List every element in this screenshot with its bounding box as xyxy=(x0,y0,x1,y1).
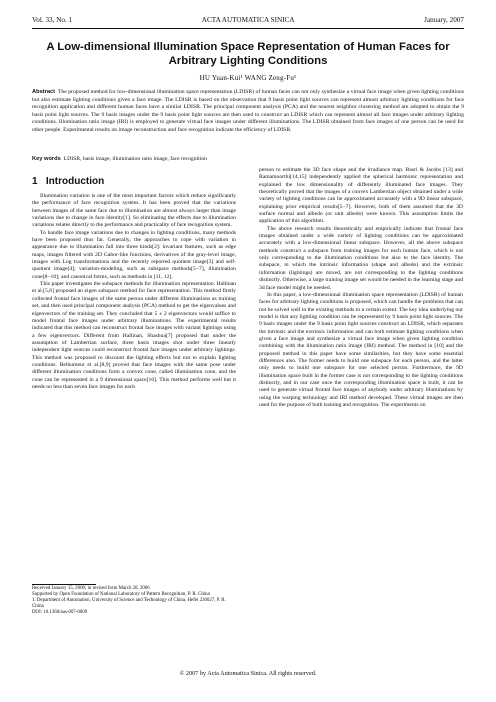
paragraph: The above research results theoretically and empirically indicate that frontal face images obtained under a wide variety of lighting conditions can be approximated accurately with a low-dimensional linear subspace. However, all the above subspace methods construct a subspace from training images for each human face, which is not only corresponding to the illumination conditions but also to the face identity. The subspace, in which the intrinsic information (shape and albedo) and the extrinsic information (lightings) are mixed, are not corresponding to the lighting conditions distinctly. Otherwise, a large training image set would be needed in the learning stage and 3d face model might be needed. xyxy=(259,225,463,291)
paragraph: This paper investigates the subspace methods for illumination representation. Hallinan et al.[5,6] proposed an eigen subspace method for face representation. This method firstly collected frontal face images of the same person under different illuminations as training set, and then used principal component analysis (PCA) method to get the eigenvalues and eigenvectors of the training set. They concluded that 5 ± 2 eigenvectors would suffice to model frontal face images under arbitrary illuminations. The experimental results indicated that this method can reconstruct frontal face images with variant lightings using a few eigenvectors. Different from Hallinan, Shashua[7] proposed that under the assumption of Lambertian surface, three basis images shot under three linearly independent light sources could reconstruct frontal face images under arbitrary lightings. This method was proposed to discount the lighting effects but not to explain lighting conditions. Belhumeur et al.[8,9] proved that face images with the same pose under different illumination conditions form a convex cone, called illumination cone, and the cone can be represented in a 9 dimensional space[10]. This method performs well but it needs no less than seven face images for each xyxy=(32,281,236,390)
footnote-doi: DOI: 10.1360/aas-007-0009 xyxy=(32,610,88,616)
header-rule xyxy=(32,28,464,29)
paragraph: Illumination variation is one of the most important factors which reduce significantly the performance of face recognition system. It has been proved that the variations between images of the same face due to illumination are almost always larger than image variations due to change in face identity[1]. So eliminating the effects due to illumination variations relates directly to the performance and practicality of face recognition system. xyxy=(32,193,236,229)
running-head xyxy=(32,14,464,26)
copyright-notice: © 2007 by Acta Automatica Sinica. All rights reserved. xyxy=(179,670,317,677)
paragraph: person to estimate the 3D face shape and the irradiance map. Basri & Jacobs [13] and Ramamoorthi[14,15] independently applied the spherical harmonic representation and explained the low dimensionality of differently illuminated face images. They theoretically proved that the images of a convex Lambertian object obtained under a wide variety of lighting conditions can be approximated accurately with a 9D linear subspace, explaining prior empirical results[5−7]. However, both of them assumed that the 3D surface normal and albedo (or unit albedo) were known. This assumption limits the application of this algorithm. xyxy=(259,167,463,225)
abstract-text: The proposed method for low-dimensional illumination space representation (LDISR) of human faces can not only synthesize a virtual face image when given lighting conditions but also estimate lighting conditions given a face image. The LDISR is based on the observation that 9 basis point light sources can represent almost arbitrary lighting conditions for face recognition application and different human faces have a similar LDISR. The principal component analysis (PCA) and the nearest neighbor clustering method are adopted to obtain the 9 basis point light sources. The 9 basis images under the 9 basis point light sources are then used to construct an LDISR which can represent almost all face images under arbitrary lighting conditions. Illumination ratio image (IRI) is employed to generate virtual face images under different illuminations. The LDISR obtained from face images of one person can be used for other people. Experimental results on image reconstruction and face recognition indicate the efficiency of LDISR. xyxy=(32,89,464,133)
paper-title: A Low-dimensional Illumination Space Representation of Human Faces for Arbitrary Lighting Conditions xyxy=(46,41,450,67)
abstract-label: Abstract xyxy=(32,89,56,95)
footnote-affiliation: 1. Department of Automation, University of Science and Technology of China, Hefei 230027, P. R. China xyxy=(32,598,226,610)
right-column xyxy=(259,167,463,409)
section-heading xyxy=(32,175,236,189)
author-list: HU Yuan-Kui¹ WANG Zeng-Fu¹ xyxy=(199,74,297,82)
keywords-label: Key words xyxy=(32,156,61,162)
section-title: Introduction xyxy=(45,176,105,187)
footnote-funding: Supported by Open Foundation of National Laboratory of Pattern Recognition, P. R. China xyxy=(32,592,210,598)
journal-name: ACTA AUTOMATICA SINICA xyxy=(201,16,295,24)
footnotes xyxy=(32,586,236,616)
paragraph: To handle face image variations due to changes in lighting conditions, many methods have been proposed thus far. Generally, the approaches to cope with variation in appearance due to illumination fall into three kinds[2]: invariant features, such as edge maps, images filtered with 2D Gabor-like functions, derivatives of the gray-level image, images with Log transformations and the recently reported quotient image[3] and self-quotient image[4]; variation-modeling, such as subspace methods[5−7], illumination cone[8−10]; and canonical forms, such as methods in [11, 12]. xyxy=(32,229,236,280)
footnote-rule xyxy=(32,584,96,585)
keywords-text: LDISR, basis image, illumination ratio image, face recognition xyxy=(63,156,208,162)
volume-label: Vol. 33, No. 1 xyxy=(32,16,73,24)
section-number: 1 xyxy=(32,176,38,187)
paragraph: In this paper, a low-dimensional illumination space representation (LDISR) of human faces for arbitrary lighting conditions is proposed, which can handle the problems that can not be solved well in the existing methods to a certain extent. The key idea underlying our model is that any lighting condition can be represented by 9 basis point light sources. The 9 basis images under the 9 basis point light sources construct an LDISR, which separates the intrinsic and the extrinsic information and can both estimate lighting conditions when given a face image and synthesize a virtual face image when given lighting condition combining with the illumination ratio image (IRI) method. The method in [10] and the proposed method in this paper have some similarities, but they have some essential differences also. The former needs to build one subspace for each person, and the latter only needs to build one subspace for one selected person. Furthermore, the 9D illumination space built in the former case is not corresponding to the lighting conditions distinctly, and in our case once the corresponding illumination space is built, it can be used to generate virtual frontal face images of anybody under arbitrary illuminations by using the warping technology and IRI method developed. These virtual images are then used for the purpose of both training and recognition. The experiments on xyxy=(259,291,463,408)
footnote-received: Received January 15, 2006; in revised form March 28, 2006 xyxy=(32,586,150,591)
abstract xyxy=(32,89,464,135)
keywords xyxy=(32,156,464,164)
left-column xyxy=(32,175,236,391)
issue-date: January, 2007 xyxy=(424,16,464,24)
